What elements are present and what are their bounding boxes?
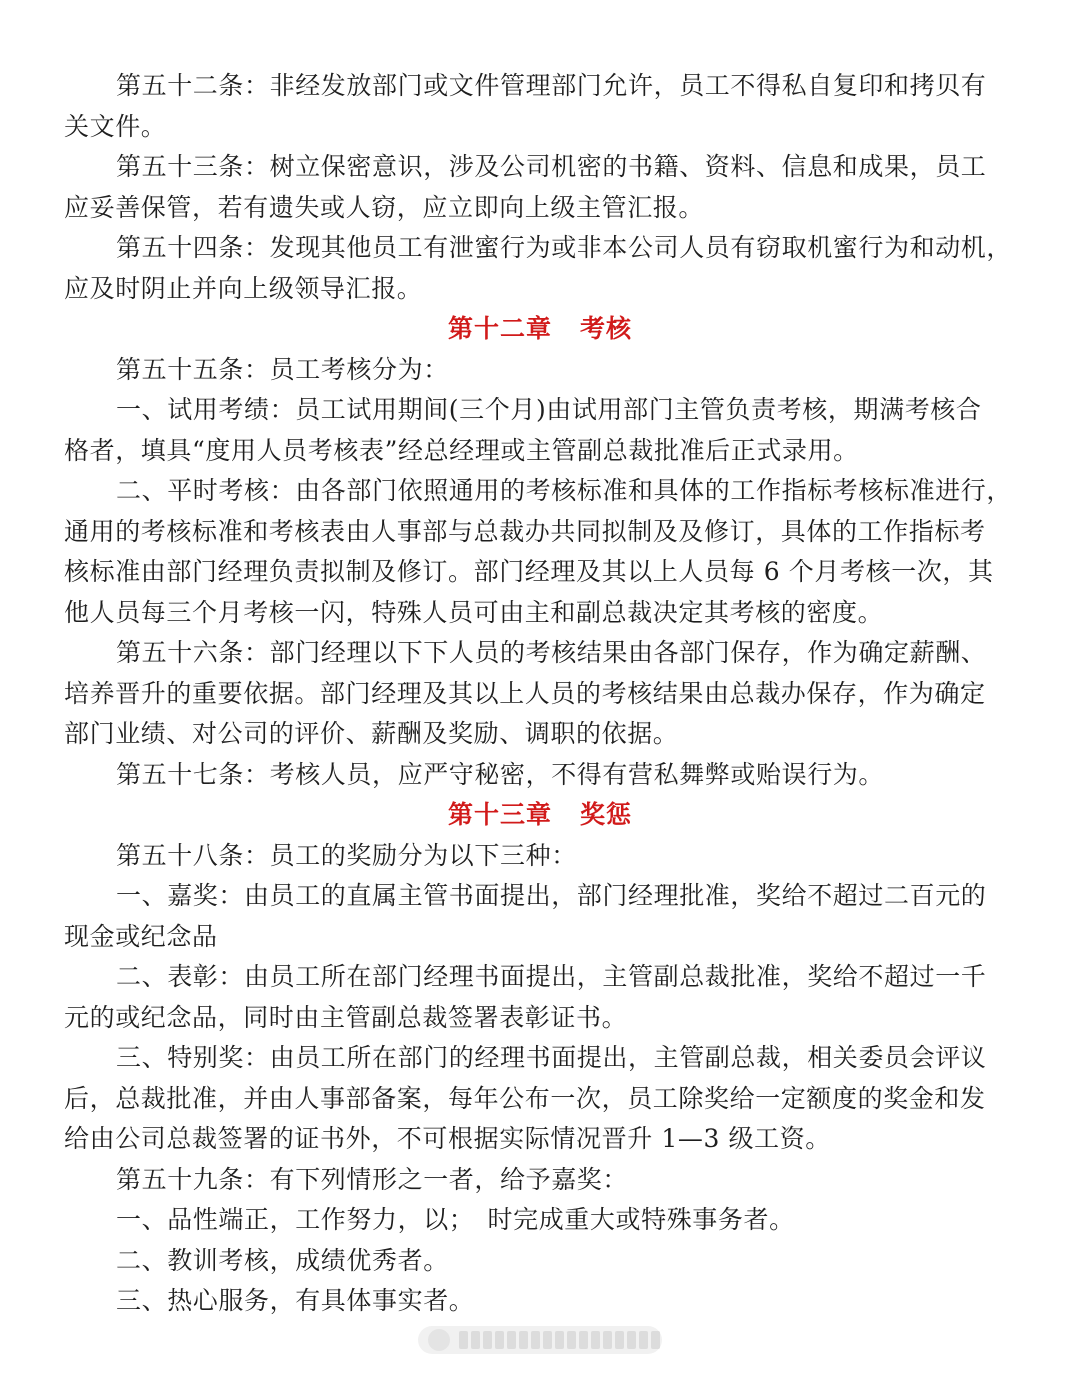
- article-paragraph: [64, 1038, 1016, 1160]
- paragraph-line: 部门业绩、对公司的评价、薪酬及奖励、调职的依据。: [64, 719, 679, 748]
- paragraph-line: 后，总裁批准，并由人事部备案，每年公布一次，员工除奖给一定额度的奖金和发: [64, 1083, 986, 1113]
- paragraph-line: 二、表彰：由员工所在部门经理书面提出，主管副总裁批准，奖给不超过一千: [116, 962, 987, 991]
- article-paragraph: [64, 66, 1016, 147]
- chapter-title: 考核: [580, 314, 633, 343]
- article-paragraph: [64, 1200, 1016, 1241]
- paragraph-line: 第五十五条：员工考核分为：: [116, 354, 449, 384]
- paragraph-line: 二、教训考核，成绩优秀者。: [116, 1245, 449, 1275]
- article-paragraph: [64, 390, 1016, 471]
- paragraph-line: 给由公司总裁签署的证书外，不可根据实际情况晋升 1—3 级工资。: [64, 1124, 831, 1153]
- paragraph-line: 第五十二条：非经发放部门或文件管理部门允许，员工不得私自复印和拷贝有: [116, 71, 987, 100]
- paragraph-line: 核标准由部门经理负责拟制及修订。部门经理及其以上人员每 6 个月考核一次，其: [64, 557, 994, 586]
- paragraph-line: 三、热心服务，有具体事实者。: [116, 1286, 475, 1315]
- chapter-heading: [64, 309, 1016, 350]
- chapter-number: 第十三章: [447, 800, 552, 829]
- paragraph-line: 通用的考核标准和考核表由人事部与总裁办共同拟制及及修订，具体的工作指标考: [64, 516, 986, 546]
- article-paragraph: [64, 957, 1016, 1038]
- paragraph-line: 培养晋升的重要依据。部门经理及其以上人员的考核结果由总裁办保存，作为确定: [64, 678, 986, 708]
- blurred-watermark-icon: [418, 1326, 662, 1354]
- paragraph-line: 一、品性端正，工作努力，以； 时完成重大或特殊事务者。: [116, 1205, 795, 1234]
- article-paragraph: [64, 1281, 1016, 1322]
- article-paragraph: [64, 228, 1016, 309]
- paragraph-line: 应及时阴止并向上级领导汇报。: [64, 273, 423, 303]
- chapter-heading: [64, 795, 1016, 836]
- paragraph-line: 他人员每三个月考核一闪，特殊人员可由主和副总裁决定其考核的密度。: [64, 597, 884, 627]
- paragraph-line: 格者，填具“度用人员考核表”经总经理或主管副总裁批准后正式录用。: [64, 435, 859, 465]
- article-paragraph: [64, 836, 1016, 877]
- paragraph-line: 第五十三条：树立保密意识，涉及公司机密的书籍、资料、信息和成果，员工: [116, 152, 987, 181]
- paragraph-line: 第五十九条：有下列情形之一者，给予嘉奖：: [116, 1164, 629, 1194]
- article-paragraph: [64, 1160, 1016, 1201]
- paragraph-line: 三、特别奖：由员工所在部门的经理书面提出，主管副总裁，相关委员会评议: [116, 1043, 987, 1072]
- paragraph-line: 元的或纪念品，同时由主管副总裁签署表彰证书。: [64, 1002, 628, 1032]
- paragraph-line: 现金或纪念品: [64, 921, 218, 951]
- article-paragraph: [64, 1241, 1016, 1282]
- paragraph-line: 第五十八条：员工的奖励分为以下三种：: [116, 840, 577, 870]
- article-paragraph: [64, 876, 1016, 957]
- watermark-logo-icon: [428, 1329, 450, 1351]
- article-paragraph: [64, 755, 1016, 796]
- paragraph-line: 一、试用考绩：员工试用期间(三个月)由试用部门主管负责考核，期满考核合: [116, 395, 982, 424]
- paragraph-line: 第五十六条：部门经理以下下人员的考核结果由各部门保存，作为确定薪酬、: [116, 638, 987, 667]
- paragraph-line: 一、嘉奖：由员工的直属主管书面提出，部门经理批准，奖给不超过二百元的: [116, 881, 987, 910]
- paragraph-line: 应妥善保管，若有遗失或人窃，应立即向上级主管汇报。: [64, 192, 705, 222]
- paragraph-line: 第五十七条：考核人员，应严守秘密，不得有营私舞弊或贻误行为。: [116, 759, 885, 789]
- paragraph-line: 二、平时考核：由各部门依照通用的考核标准和具体的工作指标考核标准进行，: [116, 476, 1013, 505]
- paragraph-line: 第五十四条：发现其他员工有泄蜜行为或非本公司人员有窃取机蜜行为和动机，: [116, 233, 1013, 262]
- article-paragraph: [64, 147, 1016, 228]
- chapter-title: 奖惩: [580, 800, 633, 829]
- article-paragraph: [64, 471, 1016, 633]
- paragraph-line: 关文件。: [64, 111, 167, 141]
- article-paragraph: [64, 633, 1016, 755]
- article-paragraph: [64, 350, 1016, 391]
- chapter-number: 第十二章: [447, 314, 552, 343]
- document-body: [64, 66, 1016, 1322]
